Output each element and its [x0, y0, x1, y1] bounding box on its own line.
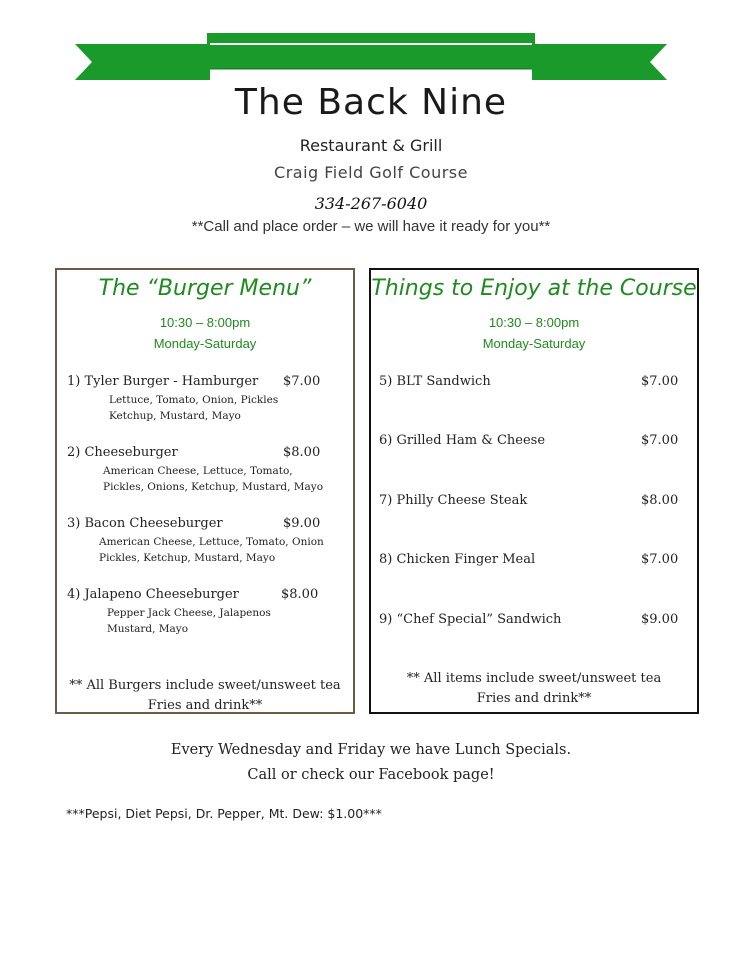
menu-item-name: 1) Tyler Burger - Hamburger: [67, 374, 259, 389]
menu-item-price: $9.00: [641, 612, 679, 627]
burger-menu-hours-block: [57, 312, 353, 354]
restaurant-title: The Back Nine: [234, 82, 508, 123]
menu-item-name: 5) BLT Sandwich: [379, 374, 491, 389]
menu-item-description-line: Pickles, Ketchup, Mustard, Mayo: [99, 552, 276, 564]
menu-item-name: 8) Chicken Finger Meal: [379, 552, 536, 567]
menu-item-description: [103, 463, 323, 495]
menu-item-price: $7.00: [641, 374, 679, 389]
phone-number: 334-267-6040: [314, 194, 428, 213]
course-menu-footer: [371, 669, 697, 709]
menu-item-name: 2) Cheeseburger: [67, 445, 178, 460]
menu-item-price: $7.00: [641, 552, 679, 567]
order-note: **Call and place order – we will have it ready for you**: [191, 218, 551, 235]
course-menu-days: Monday-Saturday: [482, 336, 586, 351]
menu-item-price: $9.00: [283, 516, 321, 531]
burger-menu-footer-line: ** All Burgers include sweet/unsweet tea: [69, 678, 341, 693]
burger-menu-box: [55, 268, 355, 714]
burger-menu-hours: 10:30 – 8:00pm: [159, 315, 251, 330]
course-menu-title: Things to Enjoy at the Course: [371, 276, 697, 301]
menu-item-description-line: Pepper Jack Cheese, Jalapenos: [107, 607, 271, 619]
course-menu-footer-line: Fries and drink**: [476, 691, 592, 706]
burger-menu-days: Monday-Saturday: [153, 336, 257, 351]
location-name: Craig Field Golf Course: [274, 163, 468, 182]
restaurant-subtitle: Restaurant & Grill: [299, 136, 443, 155]
menu-item-description-line: Mustard, Mayo: [107, 623, 189, 635]
menu-item-description-line: Ketchup, Mustard, Mayo: [109, 410, 241, 422]
menu-item-price: $7.00: [641, 433, 679, 448]
menu-item-name: 3) Bacon Cheeseburger: [67, 516, 223, 531]
menu-item-name: 6) Grilled Ham & Cheese: [379, 433, 546, 448]
course-menu-hours-block: [371, 312, 697, 354]
menu-item-description-line: Lettuce, Tomato, Onion, Pickles: [109, 394, 279, 406]
lunch-specials-note: [0, 738, 742, 788]
menu-item-price: $7.00: [283, 374, 321, 389]
menu-item-price: $8.00: [641, 493, 679, 508]
menu-item-price: $8.00: [283, 445, 321, 460]
menu-item-description: [109, 392, 278, 424]
course-menu-footer-line: ** All items include sweet/unsweet tea: [406, 671, 662, 686]
menu-item-name: 9) “Chef Special” Sandwich: [379, 612, 562, 627]
green-ribbon-banner: [0, 0, 742, 90]
drinks-price-note: ***Pepsi, Diet Pepsi, Dr. Pepper, Mt. Dew: $1.00***: [66, 806, 382, 821]
course-menu-box: [369, 268, 699, 714]
course-menu-hours: 10:30 – 8:00pm: [488, 315, 580, 330]
menu-item-description-line: Pickles, Onions, Ketchup, Mustard, Mayo: [103, 481, 324, 493]
menu-item-description-line: American Cheese, Lettuce, Tomato, Onion: [99, 536, 324, 548]
menu-item-name: 7) Philly Cheese Steak: [379, 493, 528, 508]
burger-menu-title: The “Burger Menu”: [98, 276, 312, 301]
menu-item-name: 4) Jalapeno Cheeseburger: [67, 587, 239, 602]
menu-item-price: $8.00: [281, 587, 319, 602]
menu-item-description: [99, 534, 324, 566]
menu-item-description: [107, 605, 271, 637]
burger-menu-footer: [57, 676, 353, 716]
burger-menu-footer-line: Fries and drink**: [147, 698, 263, 713]
lunch-specials-line: Every Wednesday and Friday we have Lunch Specials.: [170, 742, 572, 758]
lunch-specials-line: Call or check our Facebook page!: [247, 767, 495, 783]
menu-item-description-line: American Cheese, Lettuce, Tomato,: [103, 465, 293, 477]
